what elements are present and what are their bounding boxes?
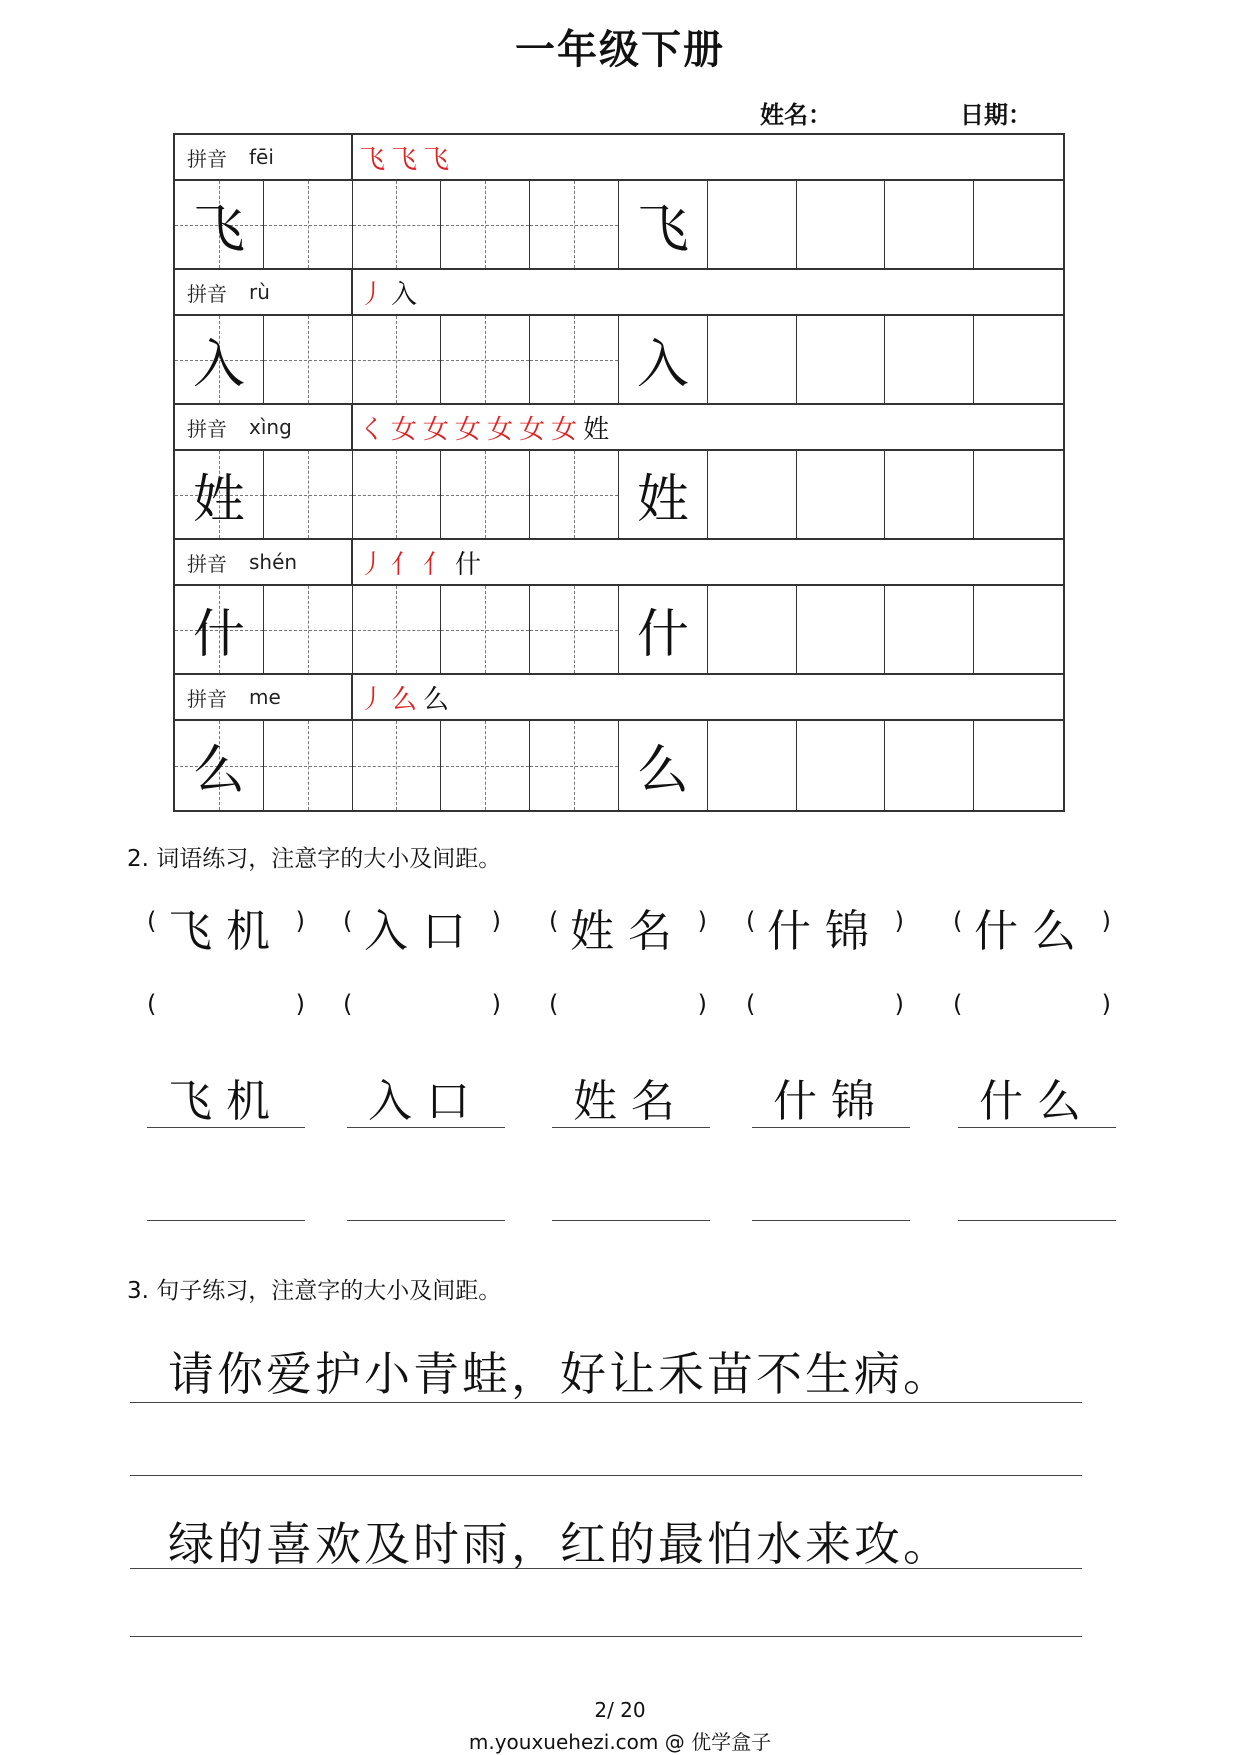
tian-grid-cell	[353, 721, 442, 810]
close-paren: )	[295, 990, 305, 1018]
stroke-step: 女	[519, 414, 546, 445]
square-cell	[885, 721, 974, 810]
square-cell	[619, 451, 708, 538]
close-paren: )	[295, 907, 305, 935]
word-text: 飞机	[168, 1076, 284, 1127]
word-line	[752, 1065, 910, 1125]
square-cell	[797, 721, 886, 810]
tian-grid-cell	[264, 181, 353, 268]
tian-grid-cell	[175, 451, 264, 538]
pinyin-caption: 拼音	[187, 281, 227, 306]
stroke-step: 亻	[423, 549, 450, 580]
tian-grid-cell	[264, 721, 353, 810]
tian-grid-cell	[530, 316, 619, 403]
model-character: 飞	[192, 200, 245, 260]
square-cell	[974, 316, 1063, 403]
close-paren: )	[491, 990, 501, 1018]
pinyin-label-cell	[175, 405, 353, 449]
word-line	[347, 1065, 505, 1125]
word-line	[552, 1065, 710, 1125]
pinyin-label-cell	[175, 540, 353, 584]
sentence-1: 请你爱护小青蛙，好让禾苗不生病。	[168, 1347, 952, 1401]
name-label: 姓名：	[760, 101, 832, 129]
word-text: 入口	[368, 1076, 484, 1127]
tian-grid-cell	[441, 721, 530, 810]
square-cell	[708, 451, 797, 538]
character-row	[175, 721, 1063, 810]
tian-grid-cell	[264, 451, 353, 538]
character-row	[175, 586, 1063, 675]
open-paren: (	[746, 907, 756, 935]
pinyin-row	[175, 135, 1063, 181]
square-cell	[974, 586, 1063, 673]
square-cell	[708, 721, 797, 810]
character-row	[175, 451, 1063, 540]
tian-grid-cell	[175, 586, 264, 673]
pinyin-value: me	[249, 685, 281, 709]
word-line	[958, 1065, 1116, 1125]
underline	[958, 1220, 1116, 1221]
pinyin-value: fēi	[249, 145, 274, 169]
underline	[552, 1127, 710, 1128]
open-paren: (	[343, 990, 353, 1018]
word-text: 姓名	[573, 1076, 689, 1127]
sentence-line	[130, 1402, 1082, 1403]
stroke-order	[353, 540, 1063, 584]
square-cell	[708, 586, 797, 673]
character-row	[175, 181, 1063, 270]
pinyin-row	[175, 405, 1063, 451]
page-title: 一年级下册	[515, 27, 725, 73]
stroke-step: 么	[391, 684, 418, 715]
sentence-line	[130, 1636, 1082, 1637]
tian-grid-cell	[353, 181, 442, 268]
word-text: 什锦	[773, 1076, 889, 1127]
underline	[347, 1220, 505, 1221]
stroke-order	[353, 135, 1063, 179]
pinyin-caption: 拼音	[187, 551, 227, 576]
tian-grid-cell	[530, 451, 619, 538]
stroke-step: 女	[487, 414, 514, 445]
tian-grid-cell	[530, 586, 619, 673]
pinyin-value: shén	[249, 550, 298, 574]
stroke-step: 么	[423, 684, 450, 715]
word-text: 入口	[364, 906, 480, 957]
stroke-step: 飞	[359, 144, 386, 175]
square-cell	[797, 181, 886, 268]
square-cell	[974, 721, 1063, 810]
square-cell	[974, 451, 1063, 538]
open-paren: (	[953, 907, 963, 935]
model-character: 姓	[192, 470, 245, 530]
word-text: 飞机	[168, 906, 284, 957]
stroke-step: 什	[455, 549, 482, 580]
open-paren: (	[343, 907, 353, 935]
stroke-order	[353, 270, 1063, 314]
close-paren: )	[697, 907, 707, 935]
close-paren: )	[491, 907, 501, 935]
tian-grid-cell	[530, 721, 619, 810]
stroke-step: 女	[551, 414, 578, 445]
tian-grid-cell	[441, 316, 530, 403]
underline	[552, 1220, 710, 1221]
square-cell	[619, 721, 708, 810]
pinyin-row	[175, 540, 1063, 586]
tian-grid-cell	[353, 451, 442, 538]
square-cell	[619, 586, 708, 673]
close-paren: )	[697, 990, 707, 1018]
stroke-step: 飞	[423, 144, 450, 175]
tian-grid-cell	[175, 181, 264, 268]
model-character: 姓	[636, 470, 689, 530]
square-cell	[797, 316, 886, 403]
square-cell	[619, 316, 708, 403]
square-cell	[885, 316, 974, 403]
character-row	[175, 316, 1063, 405]
underline	[147, 1127, 305, 1128]
word-line	[147, 1065, 305, 1125]
square-cell	[619, 181, 708, 268]
tian-grid-cell	[441, 181, 530, 268]
model-character: 么	[636, 741, 689, 801]
section-3-heading: 3. 句子练习，注意字的大小及间距。	[127, 1278, 502, 1304]
square-cell	[797, 451, 886, 538]
sentence-2: 绿的喜欢及时雨，红的最怕水来攻。	[168, 1517, 952, 1571]
stroke-step: 女	[455, 414, 482, 445]
open-paren: (	[147, 990, 157, 1018]
stroke-step: 姓	[583, 414, 610, 445]
square-cell	[708, 316, 797, 403]
pinyin-row	[175, 675, 1063, 721]
model-character: 飞	[636, 200, 689, 260]
tian-grid-cell	[175, 316, 264, 403]
pinyin-value: rù	[249, 280, 270, 304]
stroke-step: く	[359, 414, 386, 445]
pinyin-caption: 拼音	[187, 416, 227, 441]
sentence-line	[130, 1475, 1082, 1476]
square-cell	[974, 181, 1063, 268]
section-2-heading: 2. 词语练习，注意字的大小及间距。	[127, 846, 502, 872]
stroke-step: 丿	[359, 549, 386, 580]
open-paren: (	[147, 907, 157, 935]
model-character: 么	[192, 741, 245, 801]
sentence-line	[130, 1568, 1082, 1569]
stroke-order	[353, 675, 1063, 719]
character-practice-grid	[173, 133, 1065, 812]
stroke-step: 女	[391, 414, 418, 445]
open-paren: (	[549, 907, 559, 935]
open-paren: (	[953, 990, 963, 1018]
tian-grid-cell	[353, 586, 442, 673]
tian-grid-cell	[264, 586, 353, 673]
pinyin-value: xìng	[249, 415, 292, 439]
stroke-step: 女	[423, 414, 450, 445]
pinyin-label-cell	[175, 135, 353, 179]
word-text: 什么	[974, 906, 1090, 957]
pinyin-row	[175, 270, 1063, 316]
tian-grid-cell	[264, 316, 353, 403]
word-text: 什锦	[767, 906, 883, 957]
underline	[958, 1127, 1116, 1128]
tian-grid-cell	[353, 316, 442, 403]
square-cell	[885, 451, 974, 538]
close-paren: )	[1101, 990, 1111, 1018]
square-cell	[708, 181, 797, 268]
stroke-step: 入	[391, 279, 418, 310]
close-paren: )	[894, 990, 904, 1018]
page-number: 2/ 20	[594, 1698, 646, 1722]
stroke-order	[353, 405, 1063, 449]
open-paren: (	[549, 990, 559, 1018]
close-paren: )	[1101, 907, 1111, 935]
tian-grid-cell	[441, 451, 530, 538]
tian-grid-cell	[530, 181, 619, 268]
tian-grid-cell	[441, 586, 530, 673]
pinyin-label-cell	[175, 270, 353, 314]
tian-grid-cell	[175, 721, 264, 810]
pinyin-caption: 拼音	[187, 686, 227, 711]
square-cell	[797, 586, 886, 673]
word-text: 姓名	[570, 906, 686, 957]
pinyin-caption: 拼音	[187, 146, 227, 171]
square-cell	[885, 181, 974, 268]
stroke-step: 丿	[359, 279, 386, 310]
stroke-step: 丿	[359, 684, 386, 715]
word-text: 什么	[979, 1076, 1095, 1127]
site-credit: m.youxuehezi.com @ 优学盒子	[468, 1730, 772, 1754]
square-cell	[885, 586, 974, 673]
stroke-step: 飞	[391, 144, 418, 175]
model-character: 什	[636, 605, 689, 665]
date-label: 日期：	[960, 101, 1032, 129]
model-character: 入	[192, 335, 245, 395]
model-character: 什	[192, 605, 245, 665]
underline	[147, 1220, 305, 1221]
open-paren: (	[746, 990, 756, 1018]
close-paren: )	[894, 907, 904, 935]
underline	[752, 1127, 910, 1128]
underline	[752, 1220, 910, 1221]
pinyin-label-cell	[175, 675, 353, 719]
model-character: 入	[636, 335, 689, 395]
underline	[347, 1127, 505, 1128]
stroke-step: 亻	[391, 549, 418, 580]
